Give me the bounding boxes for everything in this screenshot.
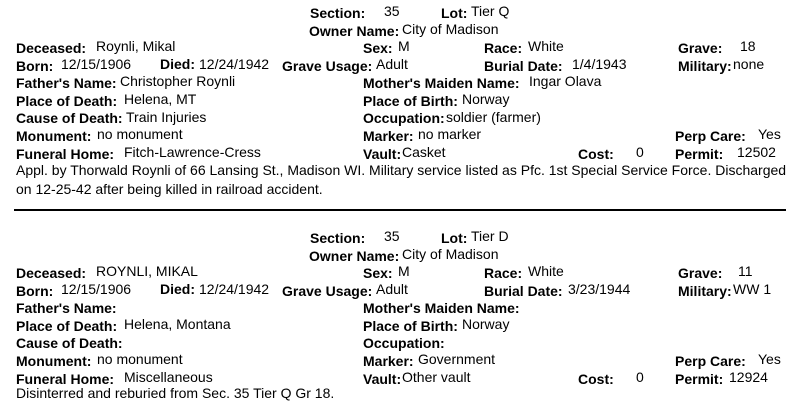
died-value: 12/24/1942 (199, 56, 270, 72)
owner-name-label: Owner Name: (309, 23, 400, 39)
deceased-value: ROYNLI, MIKAL (96, 263, 198, 279)
grave-value: 11 (738, 263, 753, 279)
born-value: 12/15/1906 (61, 281, 132, 297)
sex-label: Sex: (363, 265, 393, 281)
place-of-death-label: Place of Death: (16, 93, 118, 109)
monument-label: Monument: (16, 353, 92, 369)
place-of-birth-label: Place of Birth: (363, 318, 458, 334)
place-of-birth-value: Norway (462, 91, 510, 107)
military-label: Military: (678, 283, 732, 299)
permit-value: 12924 (729, 369, 768, 385)
place-of-birth-value: Norway (462, 316, 510, 332)
owner-name-value: City of Madison (402, 21, 499, 37)
fathers-name-label: Father's Name: (16, 300, 117, 316)
grave-usage-value: Adult (376, 56, 408, 72)
burial-date-label: Burial Date: (484, 58, 563, 74)
cost-label: Cost: (578, 146, 614, 162)
lot-value: Tier Q (471, 3, 510, 19)
monument-label: Monument: (16, 128, 92, 144)
occupation-label: Occupation: (363, 110, 445, 126)
grave-label: Grave: (678, 40, 723, 56)
section-value: 35 (384, 228, 400, 244)
section-label: Section: (310, 5, 366, 21)
fathers-name-label: Father's Name: (16, 75, 117, 91)
cause-of-death-label: Cause of Death: (16, 110, 123, 126)
mothers-maiden-name-value: Ingar Olava (529, 73, 602, 89)
marker-value: Government (418, 351, 496, 367)
occupation-value: soldier (farmer) (446, 109, 541, 125)
military-value: none (733, 56, 765, 72)
mothers-maiden-name-label: Mother's Maiden Name: (363, 300, 520, 316)
vault-value: Other vault (402, 369, 471, 385)
cost-value: 0 (636, 144, 644, 160)
permit-label: Permit: (675, 146, 724, 162)
race-value: White (528, 263, 564, 279)
born-label: Born: (16, 283, 54, 299)
section-value: 35 (384, 3, 400, 19)
born-value: 12/15/1906 (61, 56, 132, 72)
died-label: Died: (160, 281, 195, 297)
mothers-maiden-name-label: Mother's Maiden Name: (363, 75, 520, 91)
funeral-home-value: Miscellaneous (124, 369, 213, 385)
sex-label: Sex: (363, 40, 393, 56)
sex-value: M (398, 263, 410, 279)
place-of-death-value: Helena, Montana (124, 316, 231, 332)
marker-value: no marker (418, 126, 482, 142)
burial-record-2 (0, 225, 800, 402)
owner-name-value: City of Madison (402, 246, 499, 262)
deceased-value: Roynli, Mikal (96, 38, 176, 54)
race-value: White (528, 38, 564, 54)
place-of-death-label: Place of Death: (16, 318, 118, 334)
lot-label: Lot: (441, 5, 468, 21)
permit-value: 12502 (737, 144, 776, 160)
lot-label: Lot: (441, 230, 468, 246)
grave-usage-label: Grave Usage: (282, 58, 373, 74)
funeral-home-label: Funeral Home: (16, 371, 115, 387)
died-label: Died: (160, 56, 195, 72)
perp-care-value: Yes (758, 126, 781, 142)
deceased-label: Deceased: (16, 265, 87, 281)
permit-label: Permit: (675, 371, 724, 387)
grave-value: 18 (740, 38, 756, 54)
vault-label: Vault: (363, 371, 402, 387)
monument-value: no monument (97, 126, 183, 142)
owner-name-label: Owner Name: (309, 248, 400, 264)
military-value: WW 1 (733, 281, 772, 297)
lot-value: Tier D (471, 228, 509, 244)
perp-care-value: Yes (758, 351, 781, 367)
cost-value: 0 (636, 369, 644, 385)
vault-value: Casket (402, 144, 446, 160)
cause-of-death-value: Train Injuries (126, 109, 207, 125)
place-of-death-value: Helena, MT (124, 91, 197, 107)
fathers-name-value: Christopher Roynli (120, 73, 236, 89)
cause-of-death-label: Cause of Death: (16, 335, 123, 351)
grave-usage-label: Grave Usage: (282, 283, 373, 299)
place-of-birth-label: Place of Birth: (363, 93, 458, 109)
sex-value: M (398, 38, 410, 54)
perp-care-label: Perp Care: (675, 128, 746, 144)
grave-label: Grave: (678, 265, 723, 281)
perp-care-label: Perp Care: (675, 353, 746, 369)
funeral-home-label: Funeral Home: (16, 146, 115, 162)
burial-record-1 (0, 0, 800, 200)
burial-date-value: 3/23/1944 (568, 281, 631, 297)
died-value: 12/24/1942 (199, 281, 270, 297)
occupation-label: Occupation: (363, 335, 445, 351)
military-label: Military: (678, 58, 732, 74)
monument-value: no monument (97, 351, 183, 367)
cost-label: Cost: (578, 371, 614, 387)
grave-usage-value: Adult (376, 281, 408, 297)
race-label: Race: (484, 265, 523, 281)
race-label: Race: (484, 40, 523, 56)
marker-label: Marker: (363, 353, 414, 369)
record-notes: Appl. by Thorwald Roynli of 66 Lansing St., Madison WI. Military service listed as Pfc. 1st Special Service Force. Discharged on 12-25-42 after being killed in railroad accident. (16, 162, 787, 197)
burial-date-value: 1/4/1943 (572, 56, 627, 72)
section-label: Section: (310, 230, 366, 246)
record-divider (14, 209, 786, 211)
deceased-label: Deceased: (16, 40, 87, 56)
vault-label: Vault: (363, 146, 402, 162)
marker-label: Marker: (363, 128, 414, 144)
funeral-home-value: Fitch-Lawrence-Cress (124, 144, 261, 160)
record-notes: Disinterred and reburied from Sec. 35 Tier Q Gr 18. (16, 385, 335, 401)
burial-date-label: Burial Date: (484, 283, 563, 299)
born-label: Born: (16, 58, 54, 74)
